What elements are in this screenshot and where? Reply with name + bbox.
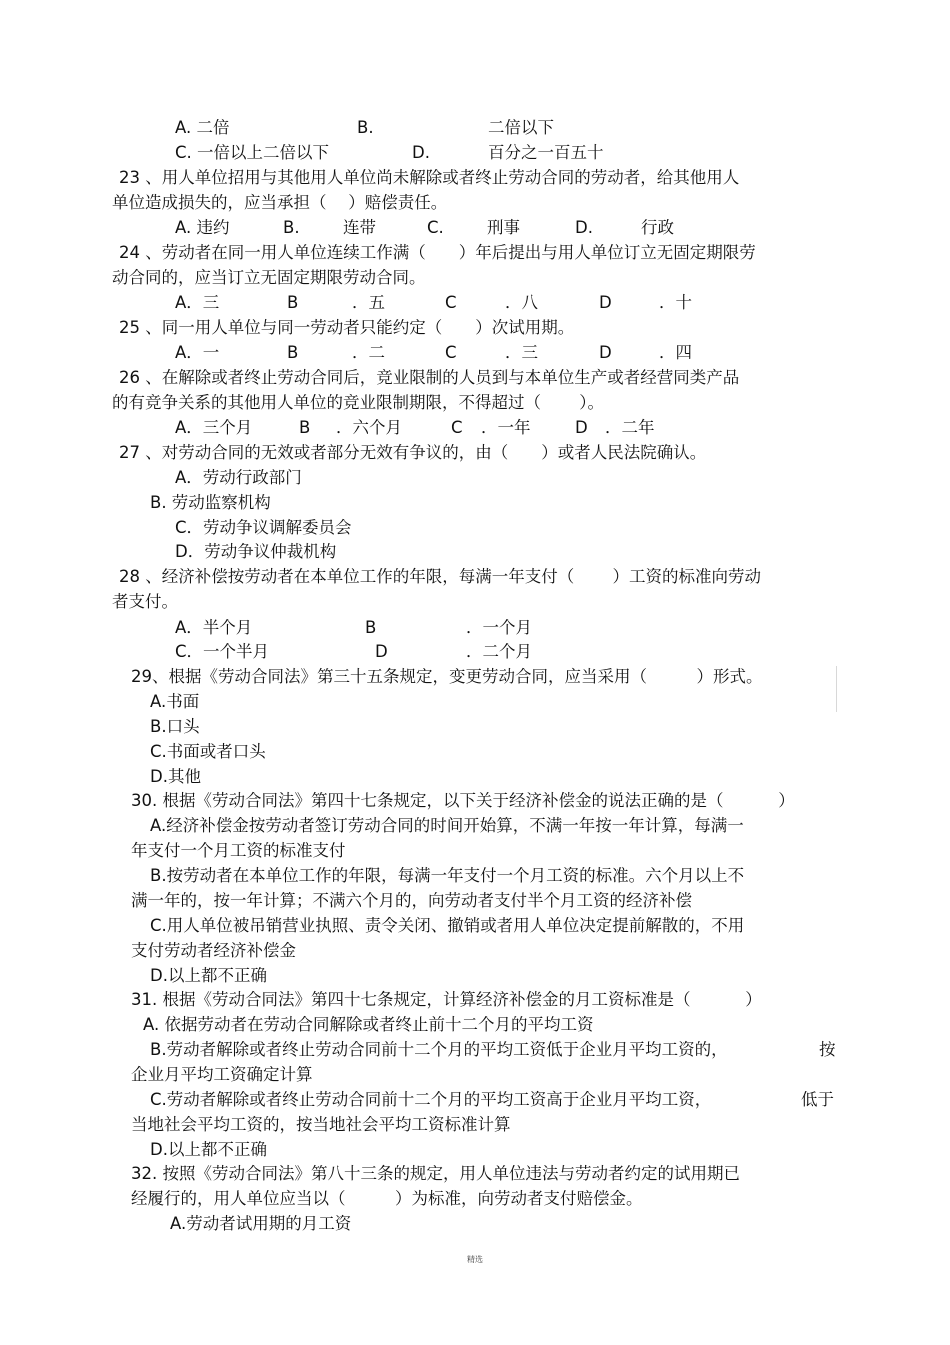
text-segment: 百分之一百五十 <box>488 143 604 162</box>
text-segment: A．三 <box>175 293 220 312</box>
text-segment: D．劳动争议仲裁机构 <box>175 542 337 561</box>
text-segment: ．一个月 <box>466 618 532 637</box>
text-segment: 31. 根据《劳动合同法》第四十七条规定，计算经济补偿金的月工资标准是（ ） <box>131 990 762 1009</box>
text-segment: A.经济补偿金按劳动者签订劳动合同的时间开始算，不满一年按一年计算，每满一 <box>150 816 744 835</box>
text-segment: C <box>451 418 463 437</box>
text-segment: 25 、同一用人单位与同一劳动者只能约定（ ）次试用期。 <box>119 318 575 337</box>
text-segment: B <box>287 293 299 312</box>
text-segment: 者支付。 <box>112 592 178 611</box>
text-segment: D <box>599 293 612 312</box>
text-segment: A．一 <box>175 343 220 362</box>
text-segment: 低于 <box>801 1090 834 1109</box>
text-segment: A．三个月 <box>175 418 253 437</box>
text-segment: B <box>365 618 377 637</box>
text-segment: C <box>445 293 457 312</box>
text-segment: A. 违约 <box>175 218 230 237</box>
text-segment: C. 一倍以上二倍以下 <box>175 143 330 162</box>
text-segment: A.书面 <box>150 692 200 711</box>
text-segment: 23 、用人单位招用与其他用人单位尚未解除或者终止劳动合同的劳动者，给其他用人 <box>119 168 740 187</box>
text-segment: C.劳动者解除或者终止劳动合同前十二个月的平均工资高于企业月平均工资， <box>150 1090 712 1109</box>
page-footer: 精选 <box>467 1255 483 1264</box>
text-segment: 经履行的，用人单位应当以（ ）为标准，向劳动者支付赔偿金。 <box>131 1189 643 1208</box>
text-segment: B. <box>283 218 300 237</box>
text-segment: C.用人单位被吊销营业执照、责令关闭、撤销或者用人单位决定提前解散的，不用 <box>150 916 745 935</box>
text-segment: 二倍以下 <box>488 118 554 137</box>
text-segment: 单位造成损失的，应当承担（ ）赔偿责任。 <box>112 193 448 212</box>
text-segment: 27 、对劳动合同的无效或者部分无效有争议的，由（ ）或者人民法院确认。 <box>119 443 707 462</box>
text-segment: ．八 <box>505 293 538 312</box>
text-segment: C.书面或者口头 <box>150 742 266 761</box>
text-segment: ．一年 <box>481 418 531 437</box>
text-segment: B.劳动者解除或者终止劳动合同前十二个月的平均工资低于企业月平均工资的， <box>150 1040 728 1059</box>
margin-rule <box>836 666 837 712</box>
text-segment: A．劳动行政部门 <box>175 468 302 487</box>
text-segment: D.其他 <box>150 767 201 786</box>
text-segment: 当地社会平均工资的，按当地社会平均工资标准计算 <box>131 1115 511 1134</box>
text-segment: 的有竞争关系的其他用人单位的竞业限制期限，不得超过（ ）。 <box>112 393 604 412</box>
text-segment: C. <box>427 218 444 237</box>
text-segment: 24 、劳动者在同一用人单位连续工作满（ ）年后提出与用人单位订立无固定期限劳 <box>119 243 756 262</box>
text-segment: D <box>375 642 388 661</box>
text-segment: B <box>299 418 311 437</box>
text-segment: B.按劳动者在本单位工作的年限，每满一年支付一个月工资的标准。六个月以上不 <box>150 866 745 885</box>
text-segment: 支付劳动者经济补偿金 <box>131 941 296 960</box>
text-segment: B. <box>357 118 374 137</box>
text-segment: ．四 <box>659 343 692 362</box>
text-segment: 30. 根据《劳动合同法》第四十七条规定，以下关于经济补偿金的说法正确的是（ ） <box>131 791 795 810</box>
text-segment: A.劳动者试用期的月工资 <box>170 1214 352 1233</box>
text-segment: 刑事 <box>487 218 520 237</box>
text-segment: B. 劳动监察机构 <box>150 493 271 512</box>
text-segment: D.以上都不正确 <box>150 966 267 985</box>
text-segment: C <box>445 343 457 362</box>
text-segment: C．劳动争议调解委员会 <box>175 518 352 537</box>
text-segment: C．一个半月 <box>175 642 270 661</box>
text-segment: D.以上都不正确 <box>150 1140 267 1159</box>
text-segment: ．二年 <box>605 418 655 437</box>
text-segment: 满一年的，按一年计算；不满六个月的，向劳动者支付半个月工资的经济补偿 <box>131 891 692 910</box>
text-segment: B <box>287 343 299 362</box>
text-segment: B.口头 <box>150 717 200 736</box>
text-segment: ．三 <box>505 343 538 362</box>
text-segment: D. <box>412 143 430 162</box>
text-segment: D <box>599 343 612 362</box>
text-segment: 32. 按照《劳动合同法》第八十三条的规定，用人单位违法与劳动者约定的试用期已 <box>131 1164 740 1183</box>
text-segment: ．五 <box>352 293 385 312</box>
text-segment: 28 、经济补偿按劳动者在本单位工作的年限，每满一年支付（ ）工资的标准向劳动 <box>119 567 761 586</box>
text-segment: 年支付一个月工资的标准支付 <box>131 841 346 860</box>
text-segment: D. <box>575 218 593 237</box>
text-segment: 企业月平均工资确定计算 <box>131 1065 313 1084</box>
text-segment: 行政 <box>641 218 674 237</box>
text-segment: A. 二倍 <box>175 118 230 137</box>
text-segment: A. 依据劳动者在劳动合同解除或者终止前十二个月的平均工资 <box>143 1015 594 1034</box>
text-segment: D <box>575 418 588 437</box>
text-segment: ．二 <box>352 343 385 362</box>
text-segment: A．半个月 <box>175 618 253 637</box>
text-segment: ．六个月 <box>336 418 402 437</box>
text-segment: 按 <box>819 1040 836 1059</box>
text-segment: 26 、在解除或者终止劳动合同后，竞业限制的人员到与本单位生产或者经营同类产品 <box>119 368 740 387</box>
text-segment: ．十 <box>659 293 692 312</box>
text-segment: 动合同的，应当订立无固定期限劳动合同。 <box>112 268 426 287</box>
text-segment: ．二个月 <box>466 642 532 661</box>
text-segment: 29、根据《劳动合同法》第三十五条规定，变更劳动合同，应当采用（ ）形式。 <box>131 667 763 686</box>
text-segment: 连带 <box>343 218 376 237</box>
